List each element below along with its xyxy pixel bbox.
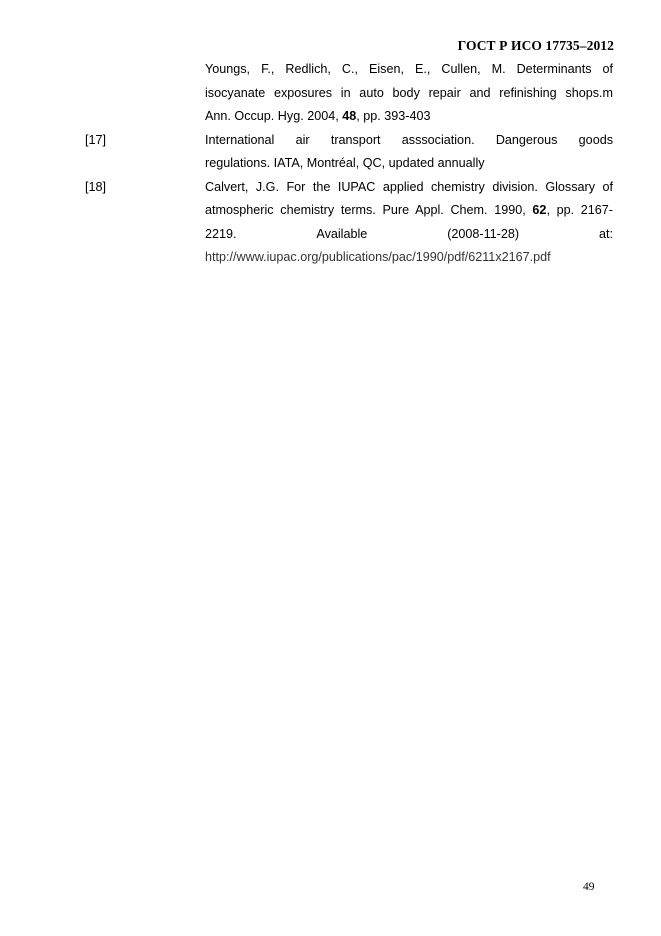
reference-item-17: [0, 129, 661, 176]
reference-text: [205, 129, 613, 176]
reference-text: [205, 176, 613, 270]
reference-volume: 48: [342, 109, 357, 123]
reference-access-date: (2008-11-28): [447, 226, 520, 241]
reference-pages: , pp. 2167-: [546, 203, 614, 217]
reference-item-18: [0, 176, 661, 270]
reference-citation-text: Ann. Occup. Hyg. 2004,: [205, 109, 343, 123]
reference-line: Calvert, J.G. For the IUPAC applied chemistry division. Glossary of: [205, 179, 613, 194]
reference-line: Youngs, F., Redlich, C., Eisen, E., Cullen, M. Determinants of: [205, 62, 613, 76]
reference-pages: , pp. 393-403: [356, 109, 431, 123]
reference-url-link[interactable]: http://www.iupac.org/publications/pac/1990/pdf/6211x2167.pdf: [205, 250, 551, 264]
reference-line: [205, 199, 613, 223]
reference-line: International air transport asssociation. Dangerous goods: [205, 132, 613, 147]
document-header: ГОСТ Р ИСО 17735–2012: [457, 38, 614, 53]
reference-item-16-continued: [0, 58, 661, 129]
reference-number: [18]: [85, 179, 107, 194]
reference-number: [17]: [85, 132, 107, 147]
reference-line: [205, 223, 613, 247]
reference-at-label: at:: [598, 226, 613, 241]
reference-available-label: Available: [316, 226, 368, 241]
reference-volume: 62: [532, 203, 547, 217]
reference-line: isocyanate exposures in auto body repair and refinishing shops.m: [205, 85, 613, 100]
reference-line: [205, 105, 613, 129]
bibliography-list: [0, 58, 661, 270]
reference-pages-end: 2219.: [205, 226, 237, 241]
reference-citation-text: atmospheric chemistry terms. Pure Appl. Chem. 1990,: [205, 203, 533, 217]
reference-text: [205, 58, 613, 129]
reference-line: regulations. IATA, Montréal, QC, updated annually: [205, 156, 485, 170]
page-number: 49: [583, 881, 595, 893]
